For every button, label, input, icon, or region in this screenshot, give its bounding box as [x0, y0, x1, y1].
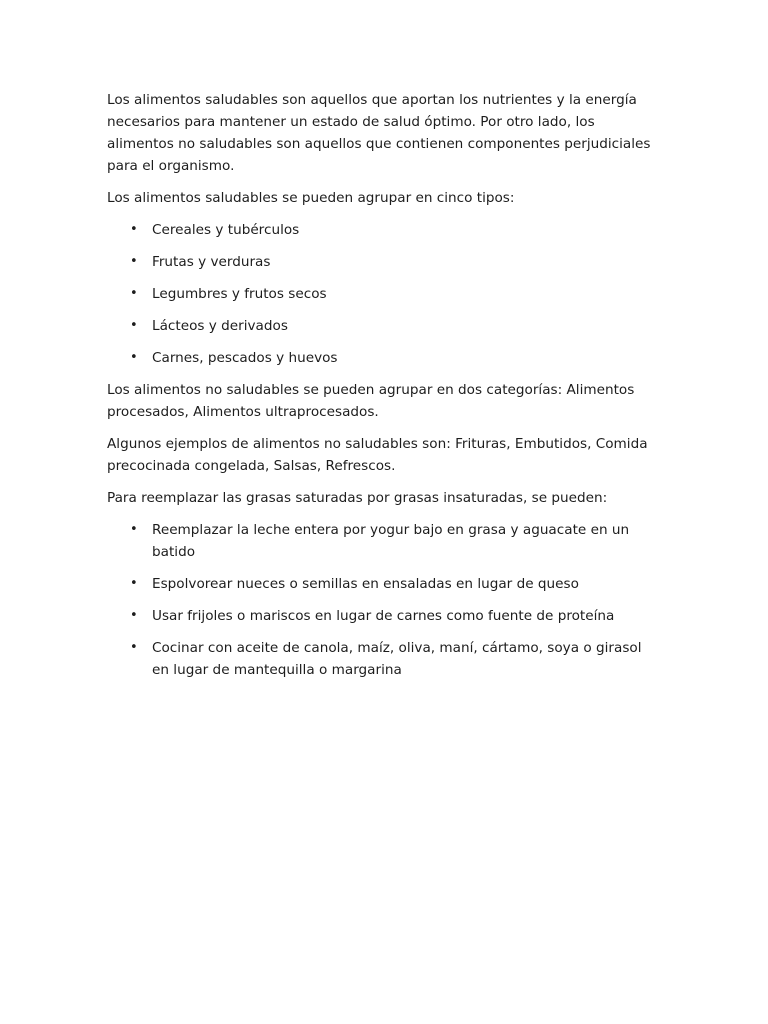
list-item: [107, 637, 659, 681]
unhealthy-categories-paragraph: Los alimentos no saludables se pueden agrupar en dos categorías: Alimentos procesados, Alimentos ultraprocesados.: [107, 382, 635, 420]
list-item: [107, 519, 659, 563]
bullet-icon: •: [130, 640, 138, 655]
unhealthy-examples-paragraph: Algunos ejemplos de alimentos no saludables son: Frituras, Embutidos, Comida precocinada congelada, Salsas, Refrescos.: [107, 436, 648, 474]
bullet-icon: •: [130, 350, 138, 365]
bullet-icon: •: [130, 254, 138, 269]
list-item-text: Reemplazar la leche entera por yogur bajo en grasa y aguacate en un batido: [152, 522, 630, 560]
bullet-icon: •: [130, 318, 138, 333]
list-item-text: Carnes, pescados y huevos: [152, 350, 338, 366]
list-item-text: Legumbres y frutos secos: [152, 286, 327, 302]
replacement-intro-paragraph: Para reemplazar las grasas saturadas por grasas insaturadas, se pueden:: [107, 490, 608, 506]
list-item: [107, 573, 659, 595]
list-item-text: Cereales y tubérculos: [152, 222, 300, 238]
healthy-groups-paragraph: Los alimentos saludables se pueden agrupar en cinco tipos:: [107, 190, 515, 206]
bullet-icon: •: [130, 608, 138, 623]
replacement-list: [107, 519, 659, 681]
list-item: [107, 347, 659, 369]
bullet-icon: •: [130, 522, 138, 537]
intro-paragraph: Los alimentos saludables son aquellos que aportan los nutrientes y la energía necesarios para mantener un estado de salud óptimo. Por otro lado, los alimentos no saludables son aquellos que contienen componentes perjudiciales para el organismo.: [107, 92, 651, 174]
list-item: [107, 605, 659, 627]
healthy-food-list: [107, 219, 659, 369]
list-item: [107, 283, 659, 305]
document-body: [107, 89, 659, 691]
bullet-icon: •: [130, 286, 138, 301]
list-item-text: Usar frijoles o mariscos en lugar de carnes como fuente de proteína: [152, 608, 615, 624]
list-item: [107, 251, 659, 273]
list-item-text: Frutas y verduras: [152, 254, 271, 270]
list-item-text: Lácteos y derivados: [152, 318, 288, 334]
list-item-text: Espolvorear nueces o semillas en ensaladas en lugar de queso: [152, 576, 579, 592]
list-item-text: Cocinar con aceite de canola, maíz, oliva, maní, cártamo, soya o girasol en lugar de mantequilla o margarina: [152, 640, 642, 678]
bullet-icon: •: [130, 576, 138, 591]
bullet-icon: •: [130, 222, 138, 237]
list-item: [107, 315, 659, 337]
list-item: [107, 219, 659, 241]
